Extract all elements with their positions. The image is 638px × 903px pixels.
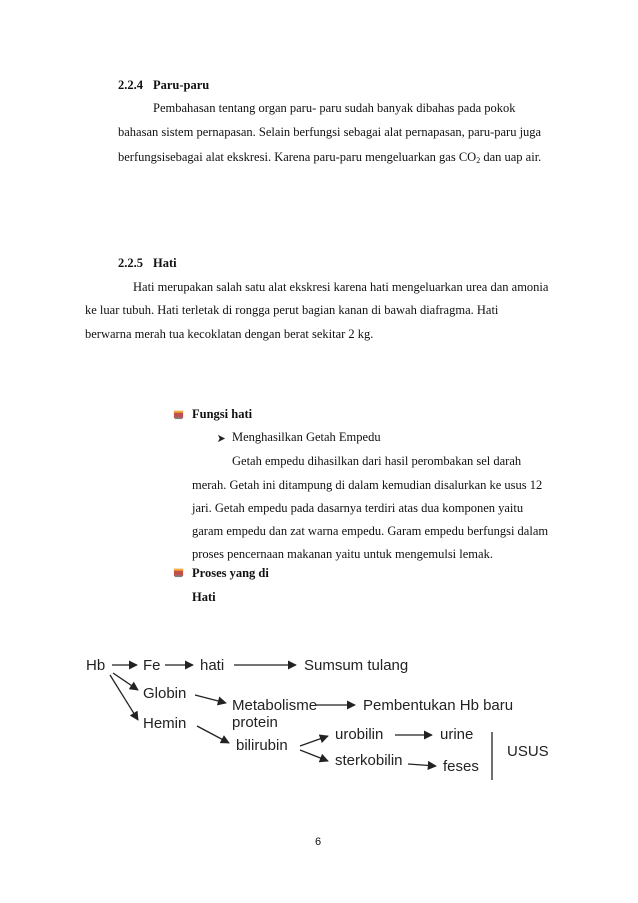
page-number: 6 [315, 836, 322, 848]
node-sumsum: Sumsum tulang [304, 657, 409, 674]
hb-metabolism-diagram [0, 640, 638, 840]
proses-title: Proses yang di [192, 566, 269, 580]
arrow [110, 675, 138, 720]
section-title-paru: Paru-paru [153, 78, 210, 92]
paragraph-line: proses pencernaan makanan yaitu untuk mengemulsi lemak. [192, 547, 493, 561]
arrow [300, 750, 328, 761]
node-feses: feses [443, 758, 479, 775]
proses-title: Hati [192, 590, 216, 604]
node-sterkobilin: sterkobilin [335, 752, 403, 769]
paragraph-line: jari. Getah empedu pada dasarnya terdiri atas dua komponen yaitu [192, 501, 524, 515]
paragraph-line: Pembahasan tentang organ paru- paru sudah banyak dibahas pada pokok [153, 101, 516, 115]
section-number-paru: 2.2.4 [118, 78, 143, 92]
paragraph-line: berwarna merah tua kecoklatan dengan berat sekitar 2 kg. [85, 327, 374, 341]
arrowhead-bullet-icon [217, 434, 226, 443]
paragraph-line: garam empedu dan zat warna empedu. Garam empedu berfungsi dalam [192, 524, 549, 538]
arrow [195, 695, 226, 703]
paragraph-line: berfungsisebagai alat ekskresi. Karena paru-paru mengeluarkan gas $CO_2$ dan uap air. [118, 150, 542, 165]
book-bullet-icon [173, 409, 184, 420]
arrow [408, 764, 436, 766]
section-number-hati: 2.2.5 [118, 256, 143, 270]
arrow [300, 736, 328, 746]
node-hemin: Hemin [143, 715, 187, 732]
node-urobilin: urobilin [335, 726, 384, 743]
node-globin: Globin [143, 685, 187, 702]
node-fe: Fe [143, 657, 161, 674]
node-metabolisme: Metabolisme [232, 697, 318, 714]
fungsi-hati-title: Fungsi hati [192, 407, 253, 421]
node-hb: Hb [86, 657, 106, 674]
arrow [113, 673, 138, 690]
node-protein: protein [232, 714, 278, 731]
node-bilirubin: bilirubin [236, 737, 288, 754]
node-hati: hati [200, 657, 225, 674]
paragraph-line: merah. Getah ini ditampung di dalam kemudian disalurkan ke usus 12 [192, 478, 543, 492]
paragraph-line: ke luar tubuh. Hati terletak di rongga perut bagian kanan di bawah diafragma. Hati [85, 303, 499, 317]
paragraph-line: Hati merupakan salah satu alat ekskresi karena hati mengeluarkan urea dan amonia [133, 280, 549, 294]
book-bullet-icon [173, 567, 184, 578]
paragraph-line: bahasan sistem pernapasan. Selain berfungsi sebagai alat pernapasan, paru-paru juga [118, 125, 542, 139]
arrow [197, 726, 229, 743]
paragraph-line: Getah empedu dihasilkan dari hasil perombakan sel darah [232, 454, 522, 468]
node-usus: USUS [507, 743, 549, 760]
node-urine: urine [440, 726, 474, 743]
node-pembentukan: Pembentukan Hb baru [363, 697, 514, 714]
fungsi-item: Menghasilkan Getah Empedu [232, 430, 381, 444]
section-title-hati: Hati [153, 256, 177, 270]
